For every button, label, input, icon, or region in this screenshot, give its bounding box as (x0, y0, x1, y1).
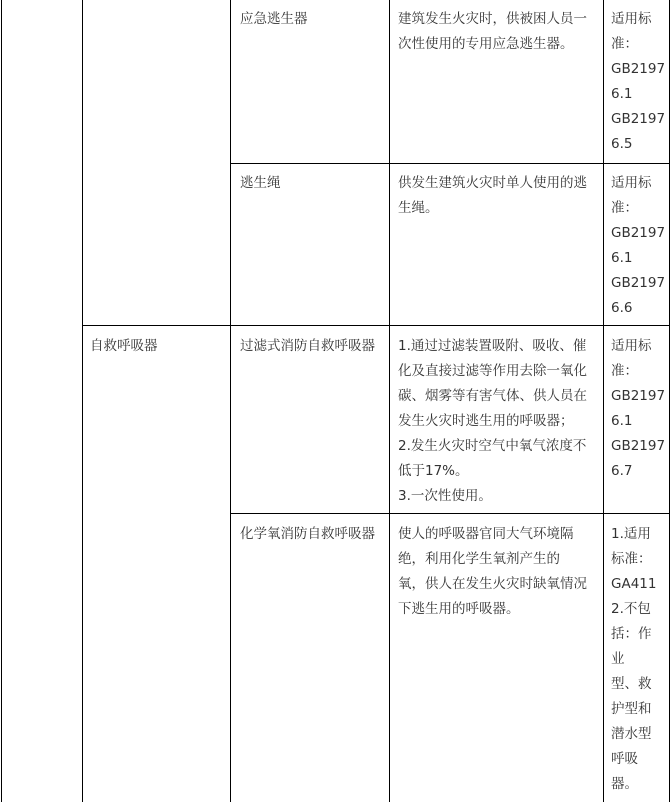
standard-line: 准： (611, 200, 638, 216)
grid-hline (82, 325, 670, 326)
standard-line: 准： (611, 36, 638, 52)
standard-line: GB2197 (611, 225, 666, 241)
standard-cell (611, 7, 669, 157)
description-line: 3.一次性使用。 (398, 488, 492, 504)
description-cell (398, 7, 602, 57)
standard-line: 潜水型 (611, 726, 652, 742)
grid-vline (82, 0, 83, 802)
description-line: 化及直接过滤等作用去除一氧化 (398, 363, 587, 379)
category-cell (90, 334, 228, 359)
description-line: 低于17%。 (398, 463, 469, 479)
standard-line: 适用标 (611, 11, 652, 27)
standard-line: GB2197 (611, 61, 666, 77)
grid-hline (230, 163, 670, 164)
grid-vline (230, 0, 231, 802)
description-line: 2.发生火灾时空气中氧气浓度不 (398, 438, 587, 454)
description-cell (398, 171, 602, 221)
standard-line: 6.6 (611, 300, 633, 316)
standard-line: GB2197 (611, 275, 666, 291)
device-name-cell (240, 522, 388, 547)
standard-line: 呼吸 (611, 751, 638, 767)
standard-line: 6.1 (611, 250, 633, 266)
standard-line: 6.7 (611, 463, 633, 479)
device-name-cell (240, 171, 385, 196)
standard-line: GB2197 (611, 438, 666, 454)
description-line: 绝，利用化学生氧剂产生的 (398, 551, 560, 567)
device-name: 逃生绳 (240, 175, 281, 191)
grid-hline (230, 513, 670, 514)
grid-vline (389, 0, 390, 802)
grid-vline (1, 0, 2, 802)
description-line: 1.通过过滤装置吸附、吸收、催 (398, 338, 587, 354)
device-name: 过滤式消防自救呼吸器 (240, 338, 375, 354)
description-line: 氧，供人在发生火灾时缺氧情况 (398, 576, 587, 592)
category-name: 自救呼吸器 (90, 338, 158, 354)
standard-line: 2.不包 (611, 601, 651, 617)
standard-line: 6.5 (611, 136, 633, 152)
description-line: 使人的呼吸器官同大气环境隔 (398, 526, 574, 542)
standard-cell (611, 334, 669, 484)
standard-line: 型、救 (611, 676, 652, 692)
grid-vline (603, 0, 604, 802)
standard-line: 6.1 (611, 86, 633, 102)
standard-line: 业 (611, 651, 625, 667)
standard-line: 适用标 (611, 175, 652, 191)
device-name-cell (240, 7, 385, 32)
description-line: 发生火灾时逃生用的呼吸器； (398, 413, 574, 429)
description-line: 建筑发生火灾时，供被困人员一 (398, 11, 587, 27)
standard-line: GB2197 (611, 388, 666, 404)
standard-line: GA411 (611, 576, 657, 592)
description-line: 次性使用的专用应急逃生器。 (398, 36, 574, 52)
standard-line: 括：作 (611, 626, 652, 642)
description-cell (398, 334, 602, 509)
standard-line: 1.适用 (611, 526, 651, 542)
device-name: 应急逃生器 (240, 11, 308, 27)
description-line: 生绳。 (398, 200, 439, 216)
standard-cell (611, 171, 669, 321)
description-line: 下逃生用的呼吸器。 (398, 601, 520, 617)
standard-line: 器。 (611, 776, 638, 792)
description-line: 碳、烟雾等有害气体、供人员在 (398, 388, 587, 404)
standard-line: 6.1 (611, 413, 633, 429)
standard-line: 护型和 (611, 701, 652, 717)
description-cell (398, 522, 602, 622)
device-name: 化学氧消防自救呼吸器 (240, 526, 375, 542)
standard-cell (611, 522, 669, 797)
standard-line: 标准： (611, 551, 652, 567)
description-line: 供发生建筑火灾时单人使用的逃 (398, 175, 587, 191)
device-name-cell (240, 334, 388, 359)
standard-line: 适用标 (611, 338, 652, 354)
standard-line: 准： (611, 363, 638, 379)
grid-vline (669, 0, 670, 802)
standard-line: GB2197 (611, 111, 666, 127)
